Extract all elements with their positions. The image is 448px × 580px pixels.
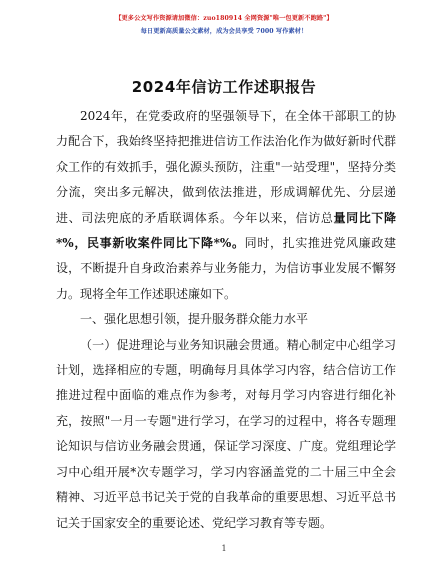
intro-text-bold: 量同比下降*%，民事新收案件同比下降*%。 bbox=[56, 210, 396, 251]
intro-paragraph bbox=[56, 104, 396, 307]
document-body bbox=[56, 104, 396, 536]
document-title: 2024年信访工作述职报告 bbox=[131, 78, 317, 96]
intro-text-c: 同时，扎实推进党风廉政建设，不断提升自身政治素养与业务能力，为信访事业发展不懈努力。现将全年工作述职述廉如下。 bbox=[56, 236, 396, 301]
promo-banner-line2: 每日更新高质量公文素材，成为会员享受 7000 写作素材！ bbox=[140, 28, 308, 35]
section-1-paragraph-1: （一）促进理论与业务知识融会贯通。精心制定中心组学习计划，选择相应的专题，明确每月具体学习内容，结合信访工作推进过程中面临的难点作为参考，对每月学习内容进行细化补充，按照"一月一专题"进行学习，在学习的过程中，将各专题理论知识与信访业务融会贯通，保证学习深度、广度。党组理论学习中心组开展*次专题学习，学习内容涵盖党的二十届三中全会精神、习近平总书记关于党的自我革命的重要思想、习近平总书记关于国家安全的重要论述、党纪学习教育等专题。 bbox=[56, 337, 396, 530]
promo-banner-line1: 【更多公文写作资源请加微信：zuo180914 全网资源"唯一包更新不跑路"】 bbox=[115, 15, 333, 22]
section-heading-1: 一、强化思想引领，提升服务群众能力水平 bbox=[80, 312, 309, 327]
promo-banner bbox=[0, 12, 448, 38]
intro-text-a: 2024年，在党委政府的坚强领导下，在全体干部职工的协力配合下，我始终坚持把推进信访工作法治化作为做好新时代群众工作的有效抓手，强化源头预防，注重"一站受理"，坚持分类分流，突出多元解决，做到依法推进，形成调解优先、分层递进、司法兜底的矛盾联调体系。今年以来，信访总 bbox=[56, 109, 396, 225]
page-number: 1 bbox=[221, 544, 227, 553]
